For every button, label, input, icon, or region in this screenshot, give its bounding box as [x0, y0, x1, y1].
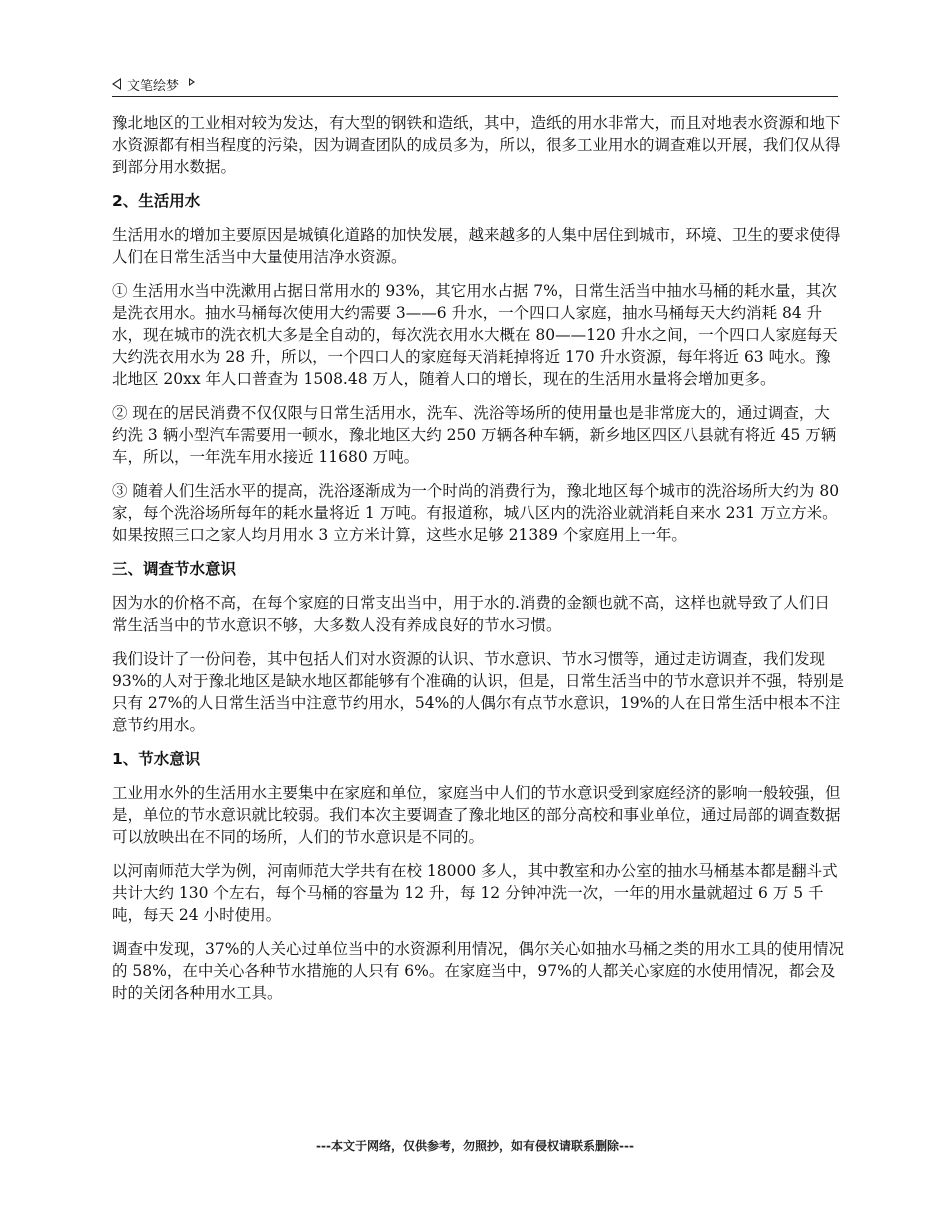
paragraph-questionnaire: 我们设计了一份问卷，其中包括人们对水资源的认识、节水意识、节水习惯等，通过走访调查，我们发现 93%的人对于豫北地区是缺水地区都能够有个准确的认识，但是，日常生活当中的节水意识并不强，特别是只有 27%的人日常生活当中注意节约用水，54%的人偶尔有点节水意识，19%的人在日常生活中根本不注意节约用水。: [112, 650, 844, 734]
paragraph-domestic-point-1: ① 生活用水当中洗漱用占据日常用水的 93%，其它用水占据 7%，日常生活当中抽水马桶的耗水量，其次是洗衣用水。抽水马桶每次使用大约需要 3——6 升水，一个四口人家庭，抽水马桶每天大约消耗 84 升水，现在城市的洗衣机大多是全自动的，每次洗衣用水大概在 80——120 升水之间，一个四口人家庭每天大约洗衣用水为 28 升，所以，一个四口人的家庭每天消耗掉将近 170 升水资源，每年将近 63 吨水。豫北地区 20xx 年人口普查为 1508.48 万人，随着人口的增长，现在的生活用水量将会增加更多。: [112, 282, 838, 388]
page-footer: ---本文于网络，仅供参考，勿照抄，如有侵权请联系删除---: [316, 1139, 634, 1153]
header-title: 文笔绘梦: [127, 78, 180, 94]
page-header: [112, 72, 838, 97]
paragraph-domestic-point-2: ② 现在的居民消费不仅仅限与日常生活用水，洗车、洗浴等场所的使用量也是非常庞大的，通过调查，大约洗 3 辆小型汽车需要用一顿水，豫北地区大约 250 万辆各种车辆，新乡地区四区八县就有将近 45 万辆车，所以，一年洗车用水接近 11680 万吨。: [112, 404, 837, 466]
heading-domestic-water: 2、生活用水: [112, 192, 201, 210]
paragraph-henan-normal-university: 以河南师范大学为例，河南师范大学共有在校 18000 多人，其中教室和办公室的抽水马桶基本都是翻斗式共计大约 130 个左右，每个马桶的容量为 12 升，每 12 分钟冲洗一次，一年的用水量就超过 6 万 5 千吨，每天 24 小时使用。: [112, 862, 838, 924]
heading-water-saving-survey: 三、调查节水意识: [112, 560, 237, 578]
paragraph-household-unit: 工业用水外的生活用水主要集中在家庭和单位，家庭当中人们的节水意识受到家庭经济的影响一般较强，但是，单位的节水意识就比较弱。我们本次主要调查了豫北地区的部分高校和事业单位，通过局部的调查数据可以放映出在不同的场所，人们的节水意识是不同的。: [112, 784, 841, 846]
heading-water-saving-awareness: 1、节水意识: [112, 750, 201, 768]
paragraph-industrial-water: 豫北地区的工业相对较为发达，有大型的钢铁和造纸，其中，造纸的用水非常大，而且对地表水资源和地下水资源都有相当程度的污染，因为调查团队的成员多为，所以，很多工业用水的调查难以开展，我们仅从得到部分用水数据。: [112, 114, 841, 176]
paragraph-domestic-intro: 生活用水的增加主要原因是城镇化道路的加快发展，越来越多的人集中居住到城市，环境、卫生的要求使得人们在日常生活当中大量使用洁净水资源。: [112, 226, 841, 266]
triangle-right-icon: [189, 78, 195, 86]
paragraph-domestic-point-3: ③ 随着人们生活水平的提高，洗浴逐渐成为一个时尚的消费行为，豫北地区每个城市的洗浴场所大约为 80 家，每个洗浴场所每年的耗水量将近 1 万吨。有报道称，城八区内的洗浴业就消耗自来水 231 万立方米。如果按照三口之家人均月用水 3 立方米计算，这些水足够 21389 个家庭用上一年。: [112, 482, 840, 544]
paragraph-survey-findings: 调查中发现，37%的人关心过单位当中的水资源利用情况，偶尔关心如抽水马桶之类的用水工具的使用情况的 58%，在中关心各种节水措施的人只有 6%。在家庭当中，97%的人都关心家庭的水使用情况，都会及时的关闭各种用水工具。: [112, 940, 844, 1002]
document-body: [112, 112, 844, 1016]
paragraph-water-price: 因为水的价格不高，在每个家庭的日常支出当中，用于水的.消费的金额也就不高，这样也就导致了人们日常生活当中的节水意识不够，大多数人没有养成良好的节水习惯。: [112, 594, 830, 634]
triangle-left-icon: [112, 78, 121, 90]
